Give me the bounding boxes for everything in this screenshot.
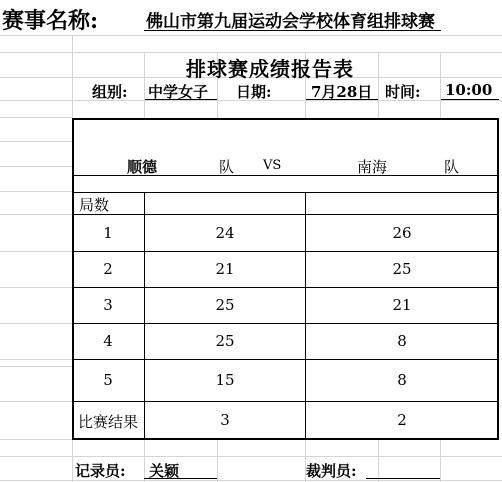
group-label: 组别: — [92, 83, 128, 101]
away-score[interactable]: 8 — [397, 332, 407, 350]
result-label: 比赛结果 — [77, 413, 138, 431]
time-value[interactable]: 10:00 — [445, 81, 493, 99]
home-score[interactable]: 25 — [215, 332, 235, 350]
recorder-underline — [144, 478, 217, 479]
home-score[interactable]: 24 — [215, 224, 235, 242]
away-team-name[interactable]: 南海 — [357, 158, 388, 176]
vs-label: VS — [263, 158, 282, 173]
event-name-label: 赛事名称: — [2, 8, 99, 34]
date-value[interactable]: 7月28日 — [311, 83, 373, 101]
recorder-name[interactable]: 关颖 — [149, 462, 180, 480]
home-result[interactable]: 3 — [220, 411, 230, 429]
event-name-underline — [144, 30, 441, 31]
set-number: 3 — [103, 296, 113, 314]
time-underline — [441, 99, 499, 100]
home-team-name[interactable]: 顺德 — [127, 158, 158, 176]
recorder-label: 记录员: — [75, 462, 126, 480]
home-score[interactable]: 15 — [215, 371, 235, 389]
away-score[interactable]: 26 — [392, 224, 412, 242]
home-team-suffix: 队 — [219, 158, 235, 176]
away-score[interactable]: 21 — [392, 296, 412, 314]
date-underline — [306, 99, 378, 100]
set-number: 1 — [103, 224, 113, 242]
group-underline — [145, 99, 217, 100]
away-result[interactable]: 2 — [397, 411, 407, 429]
report-title: 排球赛成绩报告表 — [186, 57, 354, 81]
referee-underline — [366, 478, 440, 479]
time-label: 时间: — [385, 83, 421, 101]
away-score[interactable]: 25 — [392, 260, 412, 278]
set-number: 2 — [103, 260, 113, 278]
date-label: 日期: — [236, 83, 272, 101]
away-score[interactable]: 8 — [397, 371, 407, 389]
group-value[interactable]: 中学女子 — [148, 83, 209, 101]
event-name-value[interactable]: 佛山市第九届运动会学校体育组排球赛 — [146, 12, 435, 32]
set-header: 局数 — [79, 196, 110, 214]
score-table — [72, 118, 499, 440]
set-number: 4 — [103, 332, 113, 350]
home-score[interactable]: 21 — [215, 260, 235, 278]
away-team-suffix: 队 — [444, 158, 460, 176]
set-number: 5 — [103, 371, 113, 389]
home-score[interactable]: 25 — [215, 296, 235, 314]
referee-label: 裁判员: — [306, 462, 357, 480]
